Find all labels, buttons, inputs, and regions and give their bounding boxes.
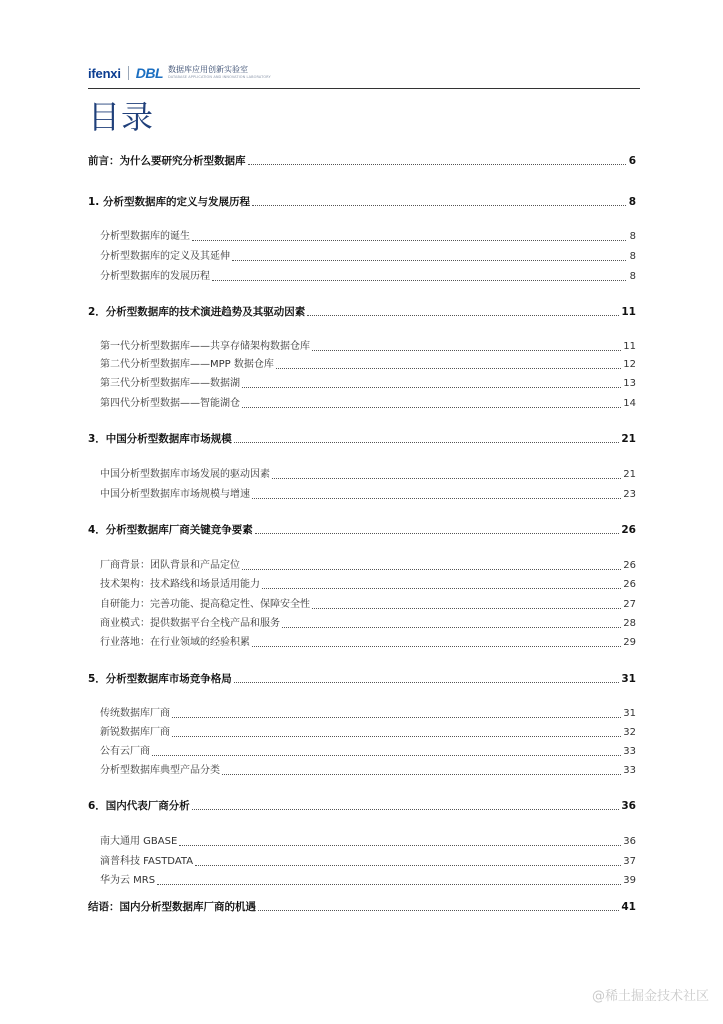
- toc-section-entry[interactable]: [100, 634, 636, 650]
- lab-name: [168, 66, 271, 80]
- toc-dot-leader: [172, 716, 621, 718]
- toc-dot-leader: [222, 773, 621, 775]
- dbl-logo: DBL: [135, 65, 164, 81]
- toc-dot-leader: [242, 386, 621, 388]
- toc-dot-leader: [232, 259, 626, 261]
- page-title: 目录: [88, 98, 155, 136]
- toc-entry-label: 分析型数据库的定义及其延伸: [100, 251, 230, 262]
- toc-entry-page-number: 33: [623, 765, 636, 776]
- toc-entry-label: 南大通用 GBASE: [100, 836, 178, 847]
- toc-dot-leader: [307, 314, 619, 316]
- toc-entry-label: 中国分析型数据库市场发展的驱动因素: [100, 469, 270, 480]
- toc-entry-label: 行业落地：在行业领域的经验积累: [100, 637, 250, 648]
- toc-entry-label: 分析型数据库典型产品分类: [100, 765, 220, 776]
- toc-entry-label: 厂商背景：团队背景和产品定位: [100, 560, 240, 571]
- toc-entry-page-number: 8: [629, 251, 636, 262]
- toc-entry-label: 公有云厂商: [100, 746, 150, 757]
- toc-dot-leader: [242, 568, 621, 570]
- toc-dot-leader: [192, 239, 626, 241]
- toc-entry-page-number: 28: [623, 618, 636, 629]
- ifenxi-logo: ifenxi: [88, 65, 121, 81]
- toc-dot-leader: [152, 754, 621, 756]
- toc-section-entry[interactable]: [100, 833, 636, 849]
- toc-entry-page-number: 37: [623, 856, 636, 867]
- toc-chapter-entry[interactable]: [88, 670, 636, 686]
- toc-entry-page-number: 11: [621, 306, 636, 318]
- toc-section-entry[interactable]: [100, 395, 636, 411]
- toc-chapter-entry[interactable]: [88, 152, 636, 168]
- toc-entry-label: 滴普科技 FASTDATA: [100, 856, 194, 867]
- toc-section-entry[interactable]: [100, 576, 636, 592]
- logo-divider: [128, 66, 129, 80]
- toc-dot-leader: [262, 587, 621, 589]
- toc-entry-page-number: 8: [629, 231, 636, 242]
- toc-entry-page-number: 27: [623, 599, 636, 610]
- toc-entry-page-number: 26: [623, 579, 636, 590]
- toc-section-entry[interactable]: [100, 375, 636, 391]
- lab-name-cn: 数据库应用创新实验室: [168, 65, 249, 75]
- toc-entry-page-number: 26: [623, 560, 636, 571]
- toc-entry-label: 传统数据库厂商: [100, 708, 170, 719]
- toc-entry-page-number: 21: [621, 433, 636, 445]
- toc-entry-label: 华为云 MRS: [100, 875, 156, 886]
- toc-section-entry[interactable]: [100, 724, 636, 740]
- toc-dot-leader: [212, 279, 626, 281]
- toc-entry-page-number: 41: [621, 901, 636, 913]
- header-divider: [88, 88, 640, 89]
- toc-dot-leader: [272, 477, 621, 479]
- toc-chapter-entry[interactable]: [88, 797, 636, 813]
- toc-entry-label: 5．分析型数据库市场竞争格局: [88, 673, 232, 685]
- toc-entry-page-number: 32: [623, 727, 636, 738]
- toc-section-entry[interactable]: [100, 466, 636, 482]
- toc-chapter-entry[interactable]: [88, 898, 636, 914]
- toc-dot-leader: [242, 406, 621, 408]
- toc-entry-page-number: 33: [623, 746, 636, 757]
- toc-entry-label: 第二代分析型数据库——MPP 数据仓库: [100, 359, 274, 370]
- toc-entry-label: 技术架构：技术路线和场景适用能力: [100, 579, 260, 590]
- toc-entry-label: 4．分析型数据库厂商关键竞争要素: [88, 524, 253, 536]
- toc-entry-page-number: 12: [623, 359, 636, 370]
- toc-dot-leader: [252, 204, 626, 206]
- toc-entry-label: 商业模式：提供数据平台全栈产品和服务: [100, 618, 280, 629]
- toc-entry-label: 结语：国内分析型数据库厂商的机遇: [88, 901, 256, 913]
- toc-entry-page-number: 8: [629, 271, 636, 282]
- toc-dot-leader: [248, 163, 627, 165]
- toc-entry-label: 1. 分析型数据库的定义与发展历程: [88, 196, 250, 208]
- toc-entry-label: 前言：为什么要研究分析型数据库: [88, 155, 246, 167]
- toc-section-entry[interactable]: [100, 705, 636, 721]
- toc-dot-leader: [312, 349, 621, 351]
- toc-section-entry[interactable]: [100, 338, 636, 354]
- toc-entry-label: 3．中国分析型数据库市场规模: [88, 433, 232, 445]
- toc-dot-leader: [172, 735, 621, 737]
- toc-dot-leader: [234, 681, 620, 683]
- toc-entry-page-number: 11: [623, 341, 636, 352]
- toc-section-entry[interactable]: [100, 872, 636, 888]
- toc-dot-leader: [195, 864, 621, 866]
- toc-entry-label: 第三代分析型数据库——数据湖: [100, 378, 240, 389]
- toc-section-entry[interactable]: [100, 356, 636, 372]
- toc-dot-leader: [312, 607, 621, 609]
- toc-entry-page-number: 31: [621, 673, 636, 685]
- toc-entry-label: 分析型数据库的发展历程: [100, 271, 210, 282]
- toc-section-entry[interactable]: [100, 853, 636, 869]
- toc-dot-leader: [258, 909, 619, 911]
- toc-dot-leader: [282, 626, 621, 628]
- toc-section-entry[interactable]: [100, 228, 636, 244]
- toc-section-entry[interactable]: [100, 248, 636, 264]
- toc-entry-label: 中国分析型数据库市场规模与增速: [100, 489, 250, 500]
- toc-dot-leader: [192, 808, 620, 810]
- toc-section-entry[interactable]: [100, 762, 636, 778]
- lab-name-en: DATABASE APPLICATION AND INNOVATION LABORATORY: [168, 75, 271, 80]
- toc-dot-leader: [234, 441, 620, 443]
- toc-entry-page-number: 21: [623, 469, 636, 480]
- toc-chapter-entry[interactable]: [88, 521, 636, 537]
- toc-dot-leader: [276, 367, 621, 369]
- toc-entry-label: 自研能力：完善功能、提高稳定性、保障安全性: [100, 599, 310, 610]
- toc-dot-leader: [157, 883, 621, 885]
- toc-entry-page-number: 8: [628, 196, 636, 208]
- toc-entry-page-number: 31: [623, 708, 636, 719]
- toc-section-entry[interactable]: [100, 557, 636, 573]
- watermark: @稀土掘金技术社区: [591, 989, 709, 1004]
- page-header: [88, 62, 640, 84]
- toc-entry-page-number: 23: [623, 489, 636, 500]
- toc-entry-page-number: 14: [623, 398, 636, 409]
- toc-dot-leader: [255, 532, 620, 534]
- toc-dot-leader: [252, 645, 621, 647]
- toc-entry-page-number: 29: [623, 637, 636, 648]
- toc-dot-leader: [179, 844, 621, 846]
- toc-entry-label: 6．国内代表厂商分析: [88, 800, 190, 812]
- toc-dot-leader: [252, 497, 621, 499]
- toc-entry-page-number: 36: [623, 836, 636, 847]
- toc-section-entry[interactable]: [100, 743, 636, 759]
- toc-entry-label: 第一代分析型数据库——共享存储架构数据仓库: [100, 341, 310, 352]
- toc-entry-label: 新锐数据库厂商: [100, 727, 170, 738]
- toc-section-entry[interactable]: [100, 268, 636, 284]
- toc-chapter-entry[interactable]: [88, 303, 636, 319]
- toc-section-entry[interactable]: [100, 486, 636, 502]
- toc-entry-label: 2．分析型数据库的技术演进趋势及其驱动因素: [88, 306, 306, 318]
- toc-entry-page-number: 26: [621, 524, 636, 536]
- toc-entry-page-number: 6: [628, 155, 636, 167]
- toc-section-entry[interactable]: [100, 596, 636, 612]
- toc-entry-page-number: 13: [623, 378, 636, 389]
- toc-chapter-entry[interactable]: [88, 193, 636, 209]
- toc-chapter-entry[interactable]: [88, 430, 636, 446]
- toc-entry-page-number: 36: [621, 800, 636, 812]
- toc-entry-page-number: 39: [623, 875, 636, 886]
- toc-section-entry[interactable]: [100, 615, 636, 631]
- toc-entry-label: 第四代分析型数据——智能湖仓: [100, 398, 240, 409]
- toc-entry-label: 分析型数据库的诞生: [100, 231, 190, 242]
